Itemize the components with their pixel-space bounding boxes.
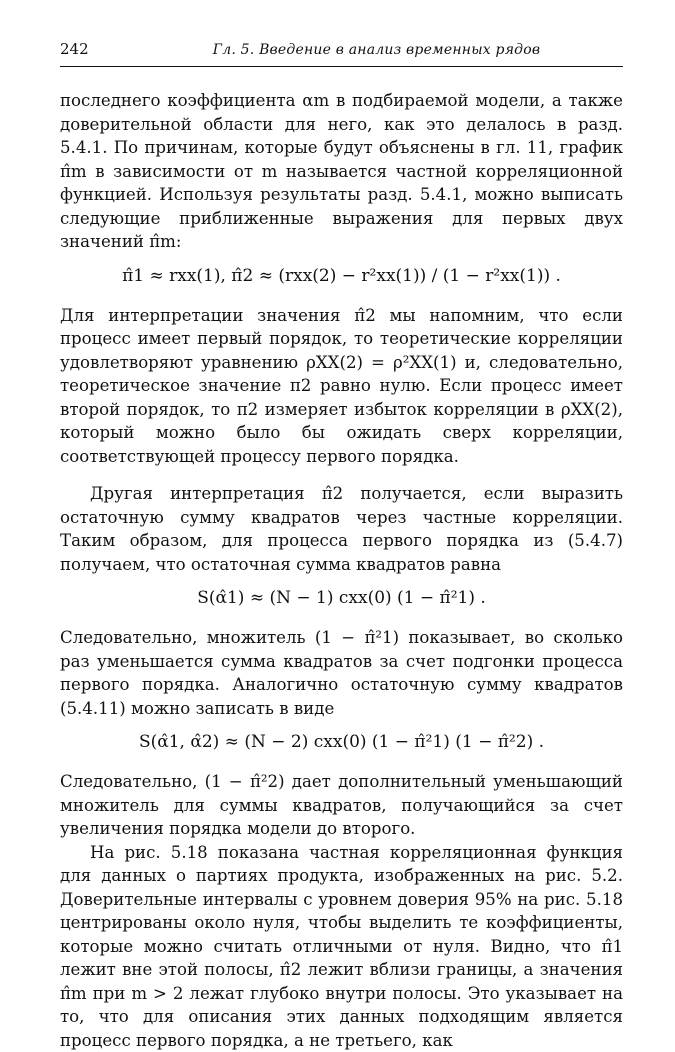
running-title: Гл. 5. Введение в анализ временных рядов: [130, 42, 623, 58]
body-text: [60, 89, 623, 1052]
paragraph-3: Другая интерпретация π̂2 получается, если выразить остаточную сумму квадратов через частные корреляции. Таким образом, для процесса первого порядка из (5.4.7) получаем, что остаточная сумма квадратов равна: [60, 482, 623, 576]
paragraph-1: последнего коэффициента αm в подбираемой модели, а также доверительной области для него, как это делалось в разд. 5.4.1. По причинам, которые будут объяснены в гл. 11, график π̂m в зависимости от m называется частной корреляционной функцией. Используя результаты разд. 5.4.1, можно выписать следующие приближенные выражения для первых двух значений π̂m:: [60, 89, 623, 254]
paragraph-5: Следовательно, (1 − π̂²2) дает дополнительный уменьшающий множитель для суммы квадратов, получающийся за счет увеличения порядка модели до второго.: [60, 770, 623, 841]
formula-partial-correlations: π̂1 ≈ rxx(1), π̂2 ≈ (rxx(2) − r²xx(1)) / (1 − r²xx(1)) .: [60, 262, 623, 290]
formula-residual-first-order: S(α̂1) ≈ (N − 1) cxx(0) (1 − π̂²1) .: [60, 584, 623, 612]
paragraph-2: Для интерпретации значения π̂2 мы напомним, что если процесс имеет первый порядок, то теоретические корреляции удовлетворяют уравнению ρXX(2) = ρ²XX(1) и, следовательно, теоретическое значение π2 равно нулю. Если процесс имеет второй порядок, то π2 измеряет избыток корреляции в ρXX(2), который можно было бы ожидать сверх корреляции, соответствующей процессу первого порядка.: [60, 304, 623, 469]
paragraph-4: Следовательно, множитель (1 − π̂²1) показывает, во сколько раз уменьшается сумма квадратов за счет подгонки процесса первого порядка. Аналогично остаточную сумму квадратов (5.4.11) можно записать в виде: [60, 626, 623, 720]
formula-residual-second-order: S(α̂1, α̂2) ≈ (N − 2) cxx(0) (1 − π̂²1) (1 − π̂²2) .: [60, 728, 623, 756]
page-header: [60, 40, 623, 67]
paragraph-6: На рис. 5.18 показана частная корреляционная функция для данных о партиях продукта, изображенных на рис. 5.2. Доверительные интервалы с уровнем доверия 95% на рис. 5.18 центрированы около нуля, чтобы выделить те коэффициенты, которые можно считать отличными от нуля. Видно, что π̂1 лежит вне этой полосы, π̂2 лежит вблизи границы, а значения π̂m при m > 2 лежат глубоко внутри полосы. Это указывает на то, что для описания этих данных подходящим является процесс первого порядка, а не третьего, как: [60, 841, 623, 1052]
page-number: 242: [60, 40, 130, 58]
page: [60, 40, 623, 1052]
